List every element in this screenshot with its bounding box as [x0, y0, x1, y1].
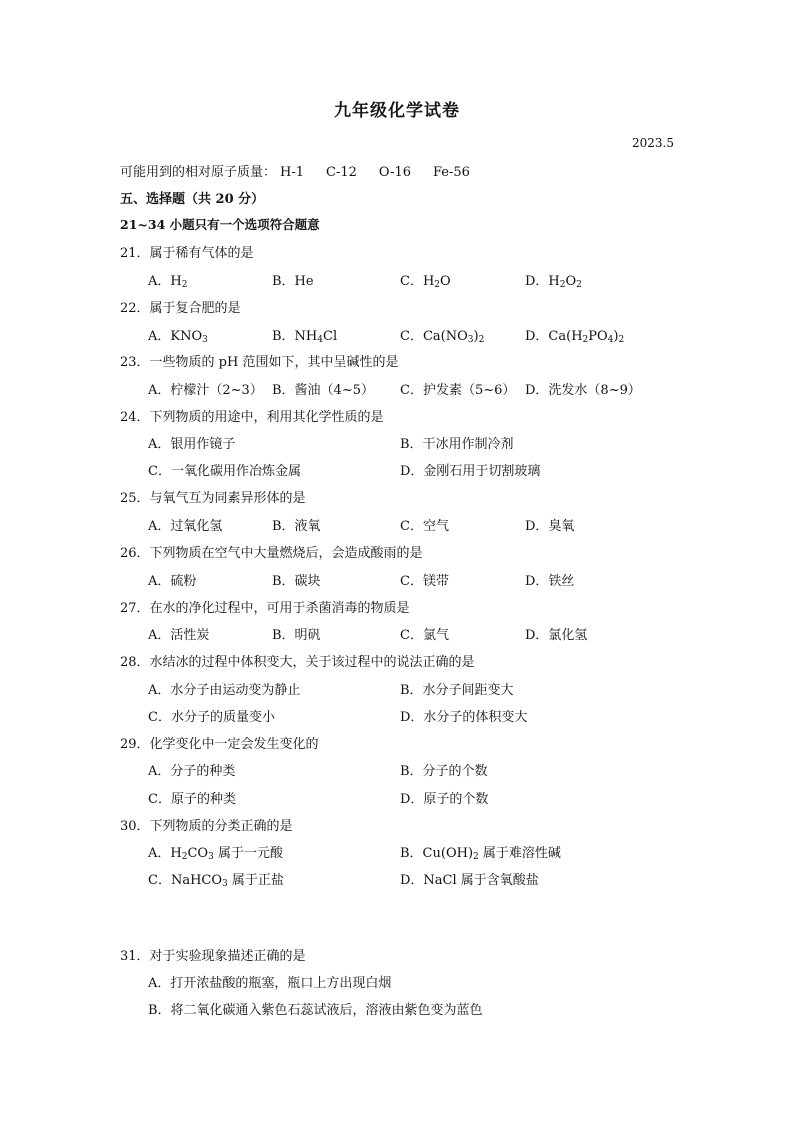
question-option: B．水分子间距变大 — [400, 683, 514, 698]
question-option: D．$Ca(H_2PO_4)_2$ — [525, 329, 625, 345]
question-option: B．明矾 — [272, 628, 321, 643]
question-option: C．镁带 — [400, 574, 449, 589]
atomic-mass: C-12 — [326, 165, 357, 180]
question-stem — [120, 815, 293, 834]
question-option: A．分子的种类 — [148, 764, 236, 779]
question-option: D．金刚石用于切割玻璃 — [400, 464, 541, 479]
question-text: 与氧气互为同素异形体的是 — [149, 491, 306, 506]
exam-date: 2023.5 — [632, 136, 674, 150]
question-text: 下列物质的分类正确的是 — [149, 819, 293, 834]
question-number: 23． — [120, 355, 150, 370]
question-option: B．酱油（4~5） — [272, 383, 374, 398]
question-number: 29． — [120, 737, 150, 752]
exam-title: 九年级化学试卷 — [334, 101, 460, 121]
atomic-mass: Fe-56 — [433, 165, 470, 180]
question-option: D．水分子的体积变大 — [400, 710, 528, 725]
question-option: D．铁丝 — [525, 574, 575, 589]
question-option: A．$H_2$ — [148, 274, 188, 290]
question-number: 30． — [120, 819, 150, 834]
question-option: C．氯气 — [400, 628, 449, 643]
question-option: A．活性炭 — [148, 628, 210, 643]
question-stem — [120, 242, 254, 261]
question-option: C．空气 — [400, 519, 449, 534]
question-option: C．护发素（5~6） — [400, 383, 516, 398]
question-option: B．干冰用作制冷剂 — [400, 437, 514, 452]
question-text: 水结冰的过程中体积变大，关于该过程中的说法正确的是 — [149, 655, 475, 670]
question-option: B．$Cu(OH)_2$ 属于难溶性碱 — [400, 846, 561, 862]
question-option: A．水分子由运动变为静止 — [148, 683, 301, 698]
question-option: C．水分子的质量变小 — [148, 710, 275, 725]
question-stem — [120, 651, 475, 670]
question-number: 28． — [120, 655, 150, 670]
question-stem — [120, 297, 241, 316]
question-text: 在水的净化过程中，可用于杀菌消毒的物质是 — [149, 601, 410, 616]
atomic-masses-line — [120, 161, 492, 180]
question-option: B．碳块 — [272, 574, 321, 589]
question-option: D．洗发水（8~9） — [525, 383, 641, 398]
question-stem — [120, 406, 384, 425]
question-number: 21． — [120, 246, 150, 261]
atomic-masses-label: 可能用到的相对原子质量： — [120, 165, 277, 180]
question-text: 一些物质的 pH 范围如下，其中呈碱性的是 — [149, 355, 399, 370]
question-option: D．氯化氢 — [525, 628, 588, 643]
question-number: 25． — [120, 491, 150, 506]
question-option: C．$H_2O$ — [400, 274, 451, 290]
question-stem — [120, 597, 410, 616]
question-option: B．He — [272, 274, 314, 289]
question-text: 化学变化中一定会发生变化的 — [149, 737, 319, 752]
question-option: A．硫粉 — [148, 574, 197, 589]
question-option: C．NaHCO$_3$ 属于正盐 — [148, 873, 284, 889]
question-number: 22． — [120, 301, 150, 316]
question-text: 属于复合肥的是 — [149, 301, 241, 316]
section-title: 五、选择题（共 20 分） — [120, 192, 265, 207]
question-option: A．$KNO_3$ — [148, 329, 208, 345]
question-option: A．过氧化氢 — [148, 519, 223, 534]
question-option: C．原子的种类 — [148, 792, 236, 807]
question-option: A．银用作镜子 — [148, 437, 236, 452]
question-option: C．一氧化碳用作冶炼金属 — [148, 464, 301, 479]
question-stem — [120, 733, 319, 752]
question-option: D．$H_2O_2$ — [525, 274, 582, 290]
question-stem — [120, 542, 423, 561]
question-number: 31． — [120, 949, 150, 964]
question-number: 24． — [120, 410, 150, 425]
question-number: 27． — [120, 601, 150, 616]
atomic-mass: H-1 — [280, 165, 305, 180]
question-option: B．分子的个数 — [400, 764, 488, 779]
question-option: B．液氧 — [272, 519, 321, 534]
question-option: A．柠檬汁（2~3） — [148, 383, 263, 398]
question-stem — [120, 351, 398, 370]
question-option: B．$NH_4Cl$ — [272, 329, 338, 345]
question-text: 下列物质的用途中，利用其化学性质的是 — [149, 410, 384, 425]
question-number: 26． — [120, 546, 150, 561]
question-option: B．将二氧化碳通入紫色石蕊试液后，溶液由紫色变为蓝色 — [148, 1003, 483, 1018]
question-text: 下列物质在空气中大量燃烧后，会造成酸雨的是 — [149, 546, 423, 561]
question-stem — [120, 945, 306, 964]
question-option: A．打开浓盐酸的瓶塞，瓶口上方出现白烟 — [148, 976, 392, 991]
question-text: 对于实验现象描述正确的是 — [149, 949, 306, 964]
question-option: D．原子的个数 — [400, 792, 489, 807]
question-option: A．$H_2CO_3$ 属于一元酸 — [148, 846, 283, 862]
question-text: 属于稀有气体的是 — [149, 246, 254, 261]
atomic-mass: O-16 — [378, 165, 411, 180]
question-stem — [120, 487, 306, 506]
question-option: D．臭氧 — [525, 519, 575, 534]
question-option: C．$Ca(NO_3)_2$ — [400, 329, 485, 345]
question-option: D．NaCl 属于含氧酸盐 — [400, 873, 539, 888]
section-note: 21~34 小题只有一个选项符合题意 — [120, 217, 320, 232]
